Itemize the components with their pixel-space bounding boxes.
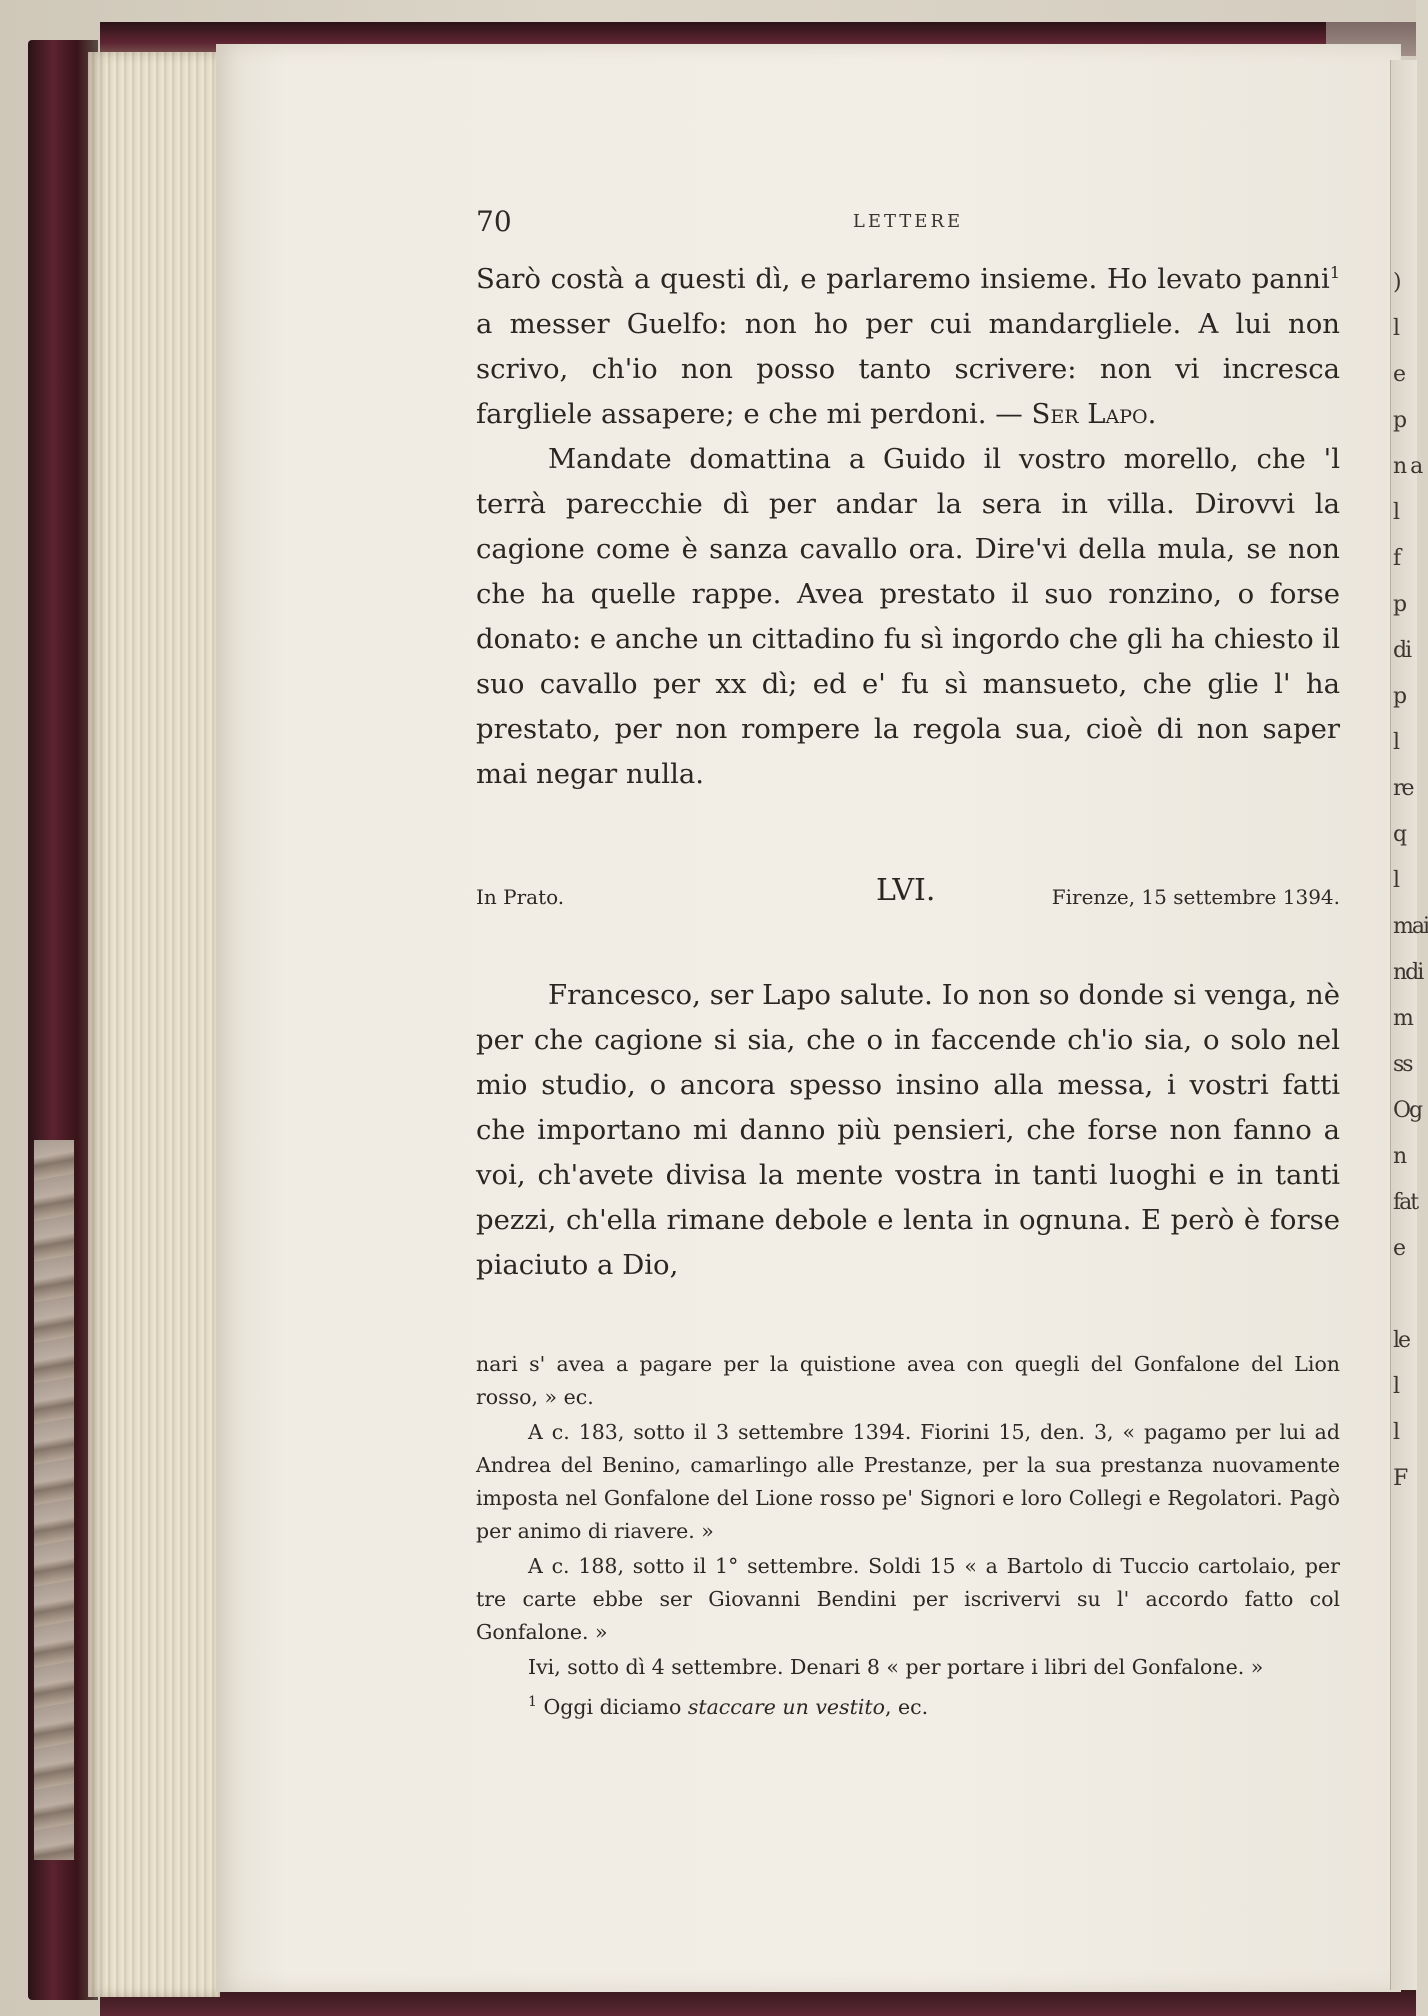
letter-date: Firenze, 15 settembre 1394.: [1051, 885, 1340, 909]
page-edges: [88, 52, 220, 1997]
note-4: Ivi, sotto dì 4 settembre. Denari 8 « per portare i libri del Gonfalone. »: [528, 1655, 1264, 1679]
adjacent-page-fragments: ) l e p n a l f p di p l re q l mai ndi m ss Og n fat e le l l F: [1393, 270, 1428, 1491]
letter-heading: [476, 873, 1340, 913]
note-2: A c. 183, sotto il 3 settembre 1394. Fiorini 15, den. 3, « pagamo per lui ad Andrea del Benino, camarlingo alle Prestanze, per la sua prestanza nuovamente imposta nel Gonfalone del Lione rosso pe' Signori e loro Collegi e Regolatori. Pagò per animo di riavere. »: [476, 1420, 1340, 1543]
adjacent-page: [1390, 60, 1428, 1990]
signature-end: .: [1147, 398, 1157, 430]
continuation-paragraph: [476, 257, 1340, 437]
continuation-text-1: Sarò costà a questi dì, e parlaremo insieme. Ho levato panni: [476, 263, 1330, 295]
page-content: [476, 205, 1340, 1726]
note-3: A c. 188, sotto il 1° settembre. Soldi 15 « a Bartolo di Tuccio cartolaio, per tre carte ebbe ser Giovanni Bendini per iscrivervi su l' accordo fatto col Gonfalone. »: [476, 1554, 1340, 1644]
footnote-text-1: Oggi diciamo: [536, 1694, 688, 1719]
footnote-text-2: , ec.: [884, 1694, 929, 1719]
running-head-title: LETTERE: [852, 211, 964, 232]
note-1: nari s' avea a pagare per la quistione avea con quegli del Gonfalone del Lion rosso, » ec.: [476, 1352, 1340, 1409]
letter-opening-paragraph: Francesco, ser Lapo salute. Io non so donde si venga, nè per che cagione si sia, che o in faccende ch'io sia, o solo nel mio studio, o ancora spesso insino alla messa, i vostri fatti che importano mi danno più pensieri, che forse non fanno a voi, ch'avete divisa la mente vostra in tanti luoghi e in tanti pezzi, ch'ella rimane debole e lenta in ognuna. E però è forse piaciuto a Dio,: [476, 979, 1340, 1281]
footnote-italic: staccare un vestito: [687, 1694, 885, 1719]
notes-section: [476, 1348, 1340, 1724]
running-head: [476, 205, 1340, 245]
letter-place: In Prato.: [476, 885, 565, 909]
footnote-reference: 1: [1329, 262, 1340, 282]
postscript-paragraph: Mandate domattina a Guido il vostro morello, che 'l terrà parecchie dì per andar la sera in villa. Dirovvi la cagione come è sanza cavallo ora. Dire'vi della mula, se non che ha quelle rappe. Avea prestato il suo ronzino, o forse donato: e anche un cittadino fu sì ingordo che gli ha chiesto il suo cavallo per xx dì; ed e' fu sì mansueto, che glie l' ha prestato, per non rompere la regola sua, cioè di non saper mai negar nulla.: [476, 443, 1340, 790]
page-number: 70: [476, 205, 512, 238]
footnote-1: [476, 1686, 1340, 1724]
continuation-text-2: a messer Guelfo: non ho per cui mandargliele. A lui non scrivo, ch'io non posso tanto scrivere: non vi incresca fargliele assapere; e che mi perdoni. —: [476, 308, 1340, 430]
letter-number: LVI.: [876, 873, 936, 908]
book-cover-bottom: [100, 1990, 1416, 2016]
signature: Ser Lapo: [1031, 398, 1148, 430]
footnote-mark: 1: [528, 1694, 537, 1710]
